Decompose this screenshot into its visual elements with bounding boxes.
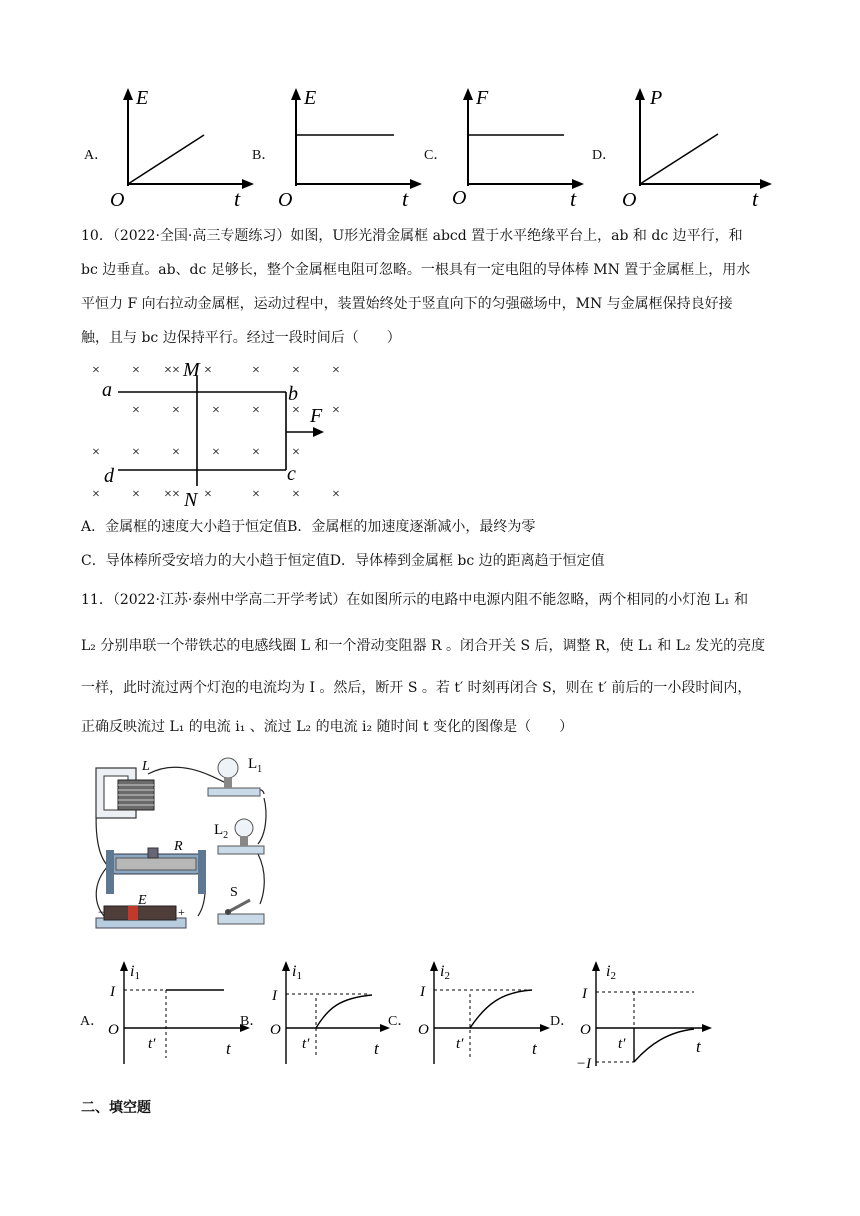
q11-b-tlabel: t bbox=[374, 1039, 379, 1058]
q9-option-d-letter: D． bbox=[592, 148, 617, 163]
q11-graph-a bbox=[104, 958, 254, 1070]
q9-b-origin: O bbox=[278, 189, 293, 210]
q9-a-origin: O bbox=[110, 189, 125, 210]
q9-option-b-letter: B． bbox=[252, 148, 276, 163]
q11-c-tprime: t′ bbox=[456, 1036, 464, 1052]
switch-base bbox=[218, 914, 264, 924]
q10-line3: 平恒力 F 向右拉动金属框，运动过程中，装置始终处于竖直向下的匀强磁场中，MN 与金属框保持良好接 bbox=[81, 296, 733, 312]
field-cross: × bbox=[172, 445, 180, 460]
field-cross: × bbox=[92, 487, 100, 502]
q11-c-ilabel: I bbox=[420, 984, 425, 1000]
q9-graph-a bbox=[108, 80, 258, 210]
field-cross: × bbox=[292, 445, 300, 460]
q9-c-ylabel: F bbox=[476, 87, 489, 109]
q9-graph-b bbox=[276, 80, 426, 210]
field-cross: × bbox=[252, 487, 260, 502]
q9-option-c-letter: C． bbox=[424, 148, 448, 163]
q9-graph-d bbox=[620, 80, 780, 210]
q10-line1: 10．（2022·全国·高三专题练习）如图，U形光滑金属框 abcd 置于水平绝缘平台上，ab 和 dc 边平行，和 bbox=[81, 228, 743, 244]
q9-option-a-letter: A． bbox=[84, 148, 109, 163]
q11-line1: 11．（2022·江苏·泰州中学高二开学考试）在如图所示的电路中电源内阻不能忽略，两个相同的小灯泡 L₁ 和 bbox=[81, 592, 749, 608]
switch-lever bbox=[228, 900, 250, 912]
q9-options bbox=[0, 80, 860, 210]
q9-a-xlabel: t bbox=[234, 186, 241, 210]
circuit-label-l: L bbox=[142, 759, 150, 774]
q9-d-xlabel: t bbox=[752, 186, 759, 210]
q11-line2: L₂ 分别串联一个带铁芯的电感线圈 L 和一个滑动变阻器 R 。闭合开关 S 后，调整 R，使 L₁ 和 L₂ 发光的亮度 bbox=[81, 638, 766, 654]
q11-a-ilabel: I bbox=[110, 984, 115, 1000]
field-cross: × bbox=[132, 403, 140, 418]
circuit-label-r: R bbox=[174, 839, 183, 854]
q10-line2: bc 边垂直。ab、dc 足够长，整个金属框电阻可忽略。一根具有一定电阻的导体棒 MN 置于金属框上，用水 bbox=[81, 262, 751, 278]
circuit-label-l1: $L_1$ bbox=[248, 756, 263, 775]
q11-circuit-figure bbox=[88, 754, 278, 938]
field-cross: × bbox=[204, 363, 212, 378]
q9-graph-c bbox=[448, 80, 598, 210]
q10-option-a-text: A．金属框的速度大小趋于恒定值 bbox=[81, 519, 288, 535]
q10-label-b: b bbox=[288, 383, 298, 405]
q11-d-tlabel: t bbox=[696, 1037, 701, 1056]
field-cross: × bbox=[204, 487, 212, 502]
q10-label-n: N bbox=[184, 489, 198, 510]
q11-b-ylabel: i1 bbox=[292, 963, 302, 982]
q11-d-neg-ilabel: −I bbox=[576, 1056, 592, 1070]
field-cross: × bbox=[332, 487, 340, 502]
q11-d-tprime: t′ bbox=[618, 1036, 626, 1052]
q10-option-d-text: D．导体棒到金属框 bc 边的距离趋于恒定值 bbox=[329, 553, 605, 569]
field-cross: × bbox=[92, 445, 100, 460]
field-cross: × bbox=[212, 445, 220, 460]
q10-option-c-text: C．导体棒所受安培力的大小趋于恒定值 bbox=[81, 553, 330, 569]
q9-a-ylabel: E bbox=[136, 87, 149, 109]
circuit-label-s: S bbox=[230, 885, 238, 900]
q11-a-origin: O bbox=[108, 1022, 119, 1038]
q10-option-a bbox=[81, 520, 535, 534]
q11-d-ylabel: i2 bbox=[606, 963, 616, 982]
circuit-label-minus: − bbox=[98, 905, 105, 919]
section-heading: 二、填空题 bbox=[81, 1100, 151, 1116]
field-cross: × bbox=[252, 403, 260, 418]
field-cross: × bbox=[132, 363, 140, 378]
lamp-l2-bulb bbox=[235, 819, 253, 837]
q9-b-xlabel: t bbox=[402, 186, 409, 210]
q11-a-tlabel: t bbox=[226, 1039, 231, 1058]
q11-option-a-letter: A． bbox=[80, 1014, 105, 1029]
q11-b-ilabel: I bbox=[272, 988, 277, 1004]
q9-c-origin: O bbox=[452, 187, 467, 209]
q11-d-ilabel: I bbox=[582, 986, 587, 1002]
field-cross: × bbox=[172, 403, 180, 418]
q10-label-m: M bbox=[183, 359, 200, 381]
field-cross: × bbox=[132, 445, 140, 460]
q11-graph-c bbox=[414, 958, 554, 1070]
field-cross: × bbox=[252, 445, 260, 460]
q11-c-origin: O bbox=[418, 1022, 429, 1038]
circuit-label-plus: + bbox=[178, 905, 185, 919]
q9-b-ylabel: E bbox=[304, 87, 317, 109]
q10-label-d: d bbox=[104, 465, 114, 487]
field-cross: × bbox=[172, 487, 180, 502]
field-cross: × bbox=[292, 403, 300, 418]
q11-a-tprime: t′ bbox=[148, 1036, 156, 1052]
q11-c-tlabel: t bbox=[532, 1039, 537, 1058]
q11-line3: 一样，此时流过两个灯泡的电流均为 I 。然后，断开 S 。若 t′ 时刻再闭合 S，则在 t′ 前后的一小段时间内， bbox=[81, 680, 752, 696]
field-cross: × bbox=[212, 403, 220, 418]
q11-graph-b bbox=[266, 958, 396, 1070]
q10-label-a: a bbox=[102, 379, 112, 401]
q10-figure bbox=[80, 352, 370, 510]
q9-d-origin: O bbox=[622, 189, 637, 210]
q11-c-ylabel: i2 bbox=[440, 963, 450, 982]
circuit-label-e: E bbox=[138, 893, 147, 908]
lamp-l1-base bbox=[208, 788, 260, 796]
field-cross: × bbox=[292, 487, 300, 502]
field-cross: × bbox=[92, 363, 100, 378]
q10-label-c: c bbox=[287, 463, 296, 485]
q11-b-origin: O bbox=[270, 1022, 281, 1038]
field-cross: × bbox=[332, 363, 340, 378]
q11-option-b-letter: B． bbox=[240, 1014, 264, 1029]
q11-option-c-letter: C． bbox=[388, 1014, 412, 1029]
q11-line4: 正确反映流过 L₁ 的电流 i₁ 、流过 L₂ 的电流 i₂ 随时间 t 变化的图像是（ ） bbox=[81, 719, 574, 735]
q11-b-tprime: t′ bbox=[302, 1036, 310, 1052]
q10-label-f: F bbox=[310, 405, 323, 427]
battery-cell bbox=[104, 906, 176, 920]
q9-c-xlabel: t bbox=[570, 186, 577, 210]
q11-option-d-letter: D． bbox=[550, 1014, 575, 1029]
q11-a-ylabel: i1 bbox=[130, 963, 140, 982]
field-cross: × bbox=[172, 363, 180, 378]
field-cross: × bbox=[164, 487, 172, 502]
field-cross: × bbox=[292, 363, 300, 378]
field-cross: × bbox=[332, 403, 340, 418]
q10-line4: 触，且与 bc 边保持平行。经过一段时间后（ ） bbox=[81, 330, 401, 346]
field-cross: × bbox=[132, 487, 140, 502]
q10-option-b-text: B．金属框的加速度逐渐减小，最终为零 bbox=[287, 519, 536, 535]
q9-d-ylabel: P bbox=[650, 87, 663, 109]
field-cross: × bbox=[164, 363, 172, 378]
field-cross: × bbox=[252, 363, 260, 378]
q11-options bbox=[0, 958, 860, 1070]
circuit-label-l2: $L_2$ bbox=[214, 822, 229, 841]
lamp-l1-bulb bbox=[218, 758, 238, 778]
q11-graph-d bbox=[576, 958, 726, 1070]
lamp-l2-base bbox=[218, 846, 264, 854]
q11-d-origin: O bbox=[580, 1022, 591, 1038]
q10-option-c bbox=[81, 554, 605, 568]
